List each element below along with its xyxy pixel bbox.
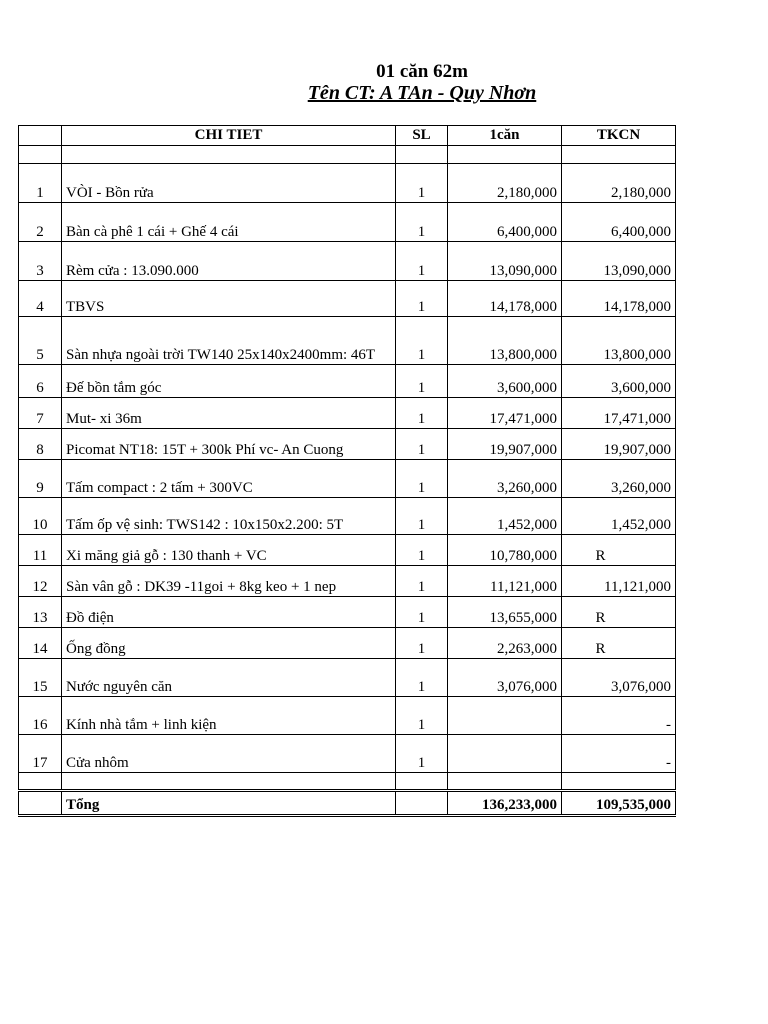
tkcn-value: 2,180,000 (562, 164, 676, 203)
tkcn-value: - (562, 735, 676, 773)
total-row (19, 791, 676, 816)
item-description: Đồ điện (62, 597, 396, 628)
tkcn-value: 1,452,000 (562, 498, 676, 535)
total-unit-price: 136,233,000 (448, 791, 562, 816)
item-description: VÒI - Bồn rửa (62, 164, 396, 203)
tkcn-value: 3,260,000 (562, 460, 676, 498)
row-number: 4 (19, 281, 62, 317)
item-description: Picomat NT18: 15T + 300k Phí vc- An Cuong (62, 429, 396, 460)
item-description: Kính nhà tắm + linh kiện (62, 697, 396, 735)
table-row (19, 365, 676, 398)
table-row (19, 242, 676, 281)
row-number: 8 (19, 429, 62, 460)
item-description: TBVS (62, 281, 396, 317)
table-row (19, 535, 676, 566)
row-number: 9 (19, 460, 62, 498)
row-number: 11 (19, 535, 62, 566)
project-name: Tên CT: A TAn - Quy Nhơn (307, 82, 537, 104)
tkcn-value: - (562, 697, 676, 735)
row-number: 10 (19, 498, 62, 535)
unit-price: 19,907,000 (448, 429, 562, 460)
quantity: 1 (396, 317, 448, 365)
item-description: Mut- xi 36m (62, 398, 396, 429)
spacer-row (19, 773, 676, 791)
unit-price: 11,121,000 (448, 566, 562, 597)
row-number: 5 (19, 317, 62, 365)
table-row (19, 429, 676, 460)
row-number: 13 (19, 597, 62, 628)
quantity: 1 (396, 659, 448, 697)
row-number: 2 (19, 203, 62, 242)
item-description: Tấm compact : 2 tấm + 300VC (62, 460, 396, 498)
header-tkcn: TKCN (562, 126, 676, 146)
table-row (19, 498, 676, 535)
unit-price: 3,600,000 (448, 365, 562, 398)
table-header-row (19, 126, 676, 146)
item-description: Đế bồn tắm góc (62, 365, 396, 398)
tkcn-value: 14,178,000 (562, 281, 676, 317)
tkcn-value: 3,076,000 (562, 659, 676, 697)
quantity: 1 (396, 242, 448, 281)
unit-price: 14,178,000 (448, 281, 562, 317)
unit-price: 13,655,000 (448, 597, 562, 628)
row-number: 17 (19, 735, 62, 773)
item-description: Ống đồng (62, 628, 396, 659)
unit-price: 17,471,000 (448, 398, 562, 429)
document-title: 01 căn 62m (376, 61, 468, 82)
quantity: 1 (396, 281, 448, 317)
tkcn-value: 19,907,000 (562, 429, 676, 460)
table-row (19, 628, 676, 659)
unit-price: 1,452,000 (448, 498, 562, 535)
row-number: 12 (19, 566, 62, 597)
table-row (19, 317, 676, 365)
item-description: Rèm cửa : 13.090.000 (62, 242, 396, 281)
tkcn-value: R (562, 628, 676, 659)
item-description: Tấm ốp vệ sinh: TWS142 : 10x150x2.200: 5T (62, 498, 396, 535)
row-number: 16 (19, 697, 62, 735)
quantity: 1 (396, 398, 448, 429)
row-number: 14 (19, 628, 62, 659)
table-row (19, 460, 676, 498)
total-tkcn: 109,535,000 (562, 791, 676, 816)
unit-price: 10,780,000 (448, 535, 562, 566)
header-chi-tiet: CHI TIET (62, 126, 396, 146)
item-description: Xi măng giả gỗ : 130 thanh + VC (62, 535, 396, 566)
row-number: 1 (19, 164, 62, 203)
total-label: Tổng (62, 791, 396, 816)
unit-price: 13,800,000 (448, 317, 562, 365)
unit-price: 6,400,000 (448, 203, 562, 242)
quantity: 1 (396, 735, 448, 773)
row-number: 7 (19, 398, 62, 429)
unit-price (448, 697, 562, 735)
quantity: 1 (396, 365, 448, 398)
tkcn-value: 13,800,000 (562, 317, 676, 365)
cost-table (18, 125, 676, 817)
item-description: Nước nguyên căn (62, 659, 396, 697)
unit-price: 2,180,000 (448, 164, 562, 203)
table-row (19, 597, 676, 628)
spacer-row (19, 146, 676, 164)
table-row (19, 697, 676, 735)
quantity: 1 (396, 628, 448, 659)
quantity: 1 (396, 164, 448, 203)
row-number: 15 (19, 659, 62, 697)
unit-price (448, 735, 562, 773)
quantity: 1 (396, 498, 448, 535)
unit-price: 2,263,000 (448, 628, 562, 659)
table-row (19, 203, 676, 242)
item-description: Cửa nhôm (62, 735, 396, 773)
row-number: 6 (19, 365, 62, 398)
table-row (19, 398, 676, 429)
quantity: 1 (396, 597, 448, 628)
quantity: 1 (396, 203, 448, 242)
table-row (19, 566, 676, 597)
tkcn-value: R (562, 535, 676, 566)
tkcn-value: 6,400,000 (562, 203, 676, 242)
tkcn-value: R (562, 597, 676, 628)
header-no (19, 126, 62, 146)
tkcn-value: 11,121,000 (562, 566, 676, 597)
row-number: 3 (19, 242, 62, 281)
table-row (19, 735, 676, 773)
item-description: Bàn cà phê 1 cái + Ghế 4 cái (62, 203, 396, 242)
quantity: 1 (396, 697, 448, 735)
total-sl-blank (396, 791, 448, 816)
unit-price: 13,090,000 (448, 242, 562, 281)
table-row (19, 659, 676, 697)
quantity: 1 (396, 535, 448, 566)
unit-price: 3,260,000 (448, 460, 562, 498)
tkcn-value: 13,090,000 (562, 242, 676, 281)
total-blank (19, 791, 62, 816)
tkcn-value: 3,600,000 (562, 365, 676, 398)
header-sl: SL (396, 126, 448, 146)
tkcn-value: 17,471,000 (562, 398, 676, 429)
unit-price: 3,076,000 (448, 659, 562, 697)
quantity: 1 (396, 566, 448, 597)
quantity: 1 (396, 460, 448, 498)
header-1can: 1căn (448, 126, 562, 146)
quantity: 1 (396, 429, 448, 460)
item-description: Sàn vân gỗ : DK39 -11goi + 8kg keo + 1 nep (62, 566, 396, 597)
item-description: Sàn nhựa ngoài trời TW140 25x140x2400mm: 46T (62, 317, 396, 365)
table-row (19, 281, 676, 317)
table-row (19, 164, 676, 203)
